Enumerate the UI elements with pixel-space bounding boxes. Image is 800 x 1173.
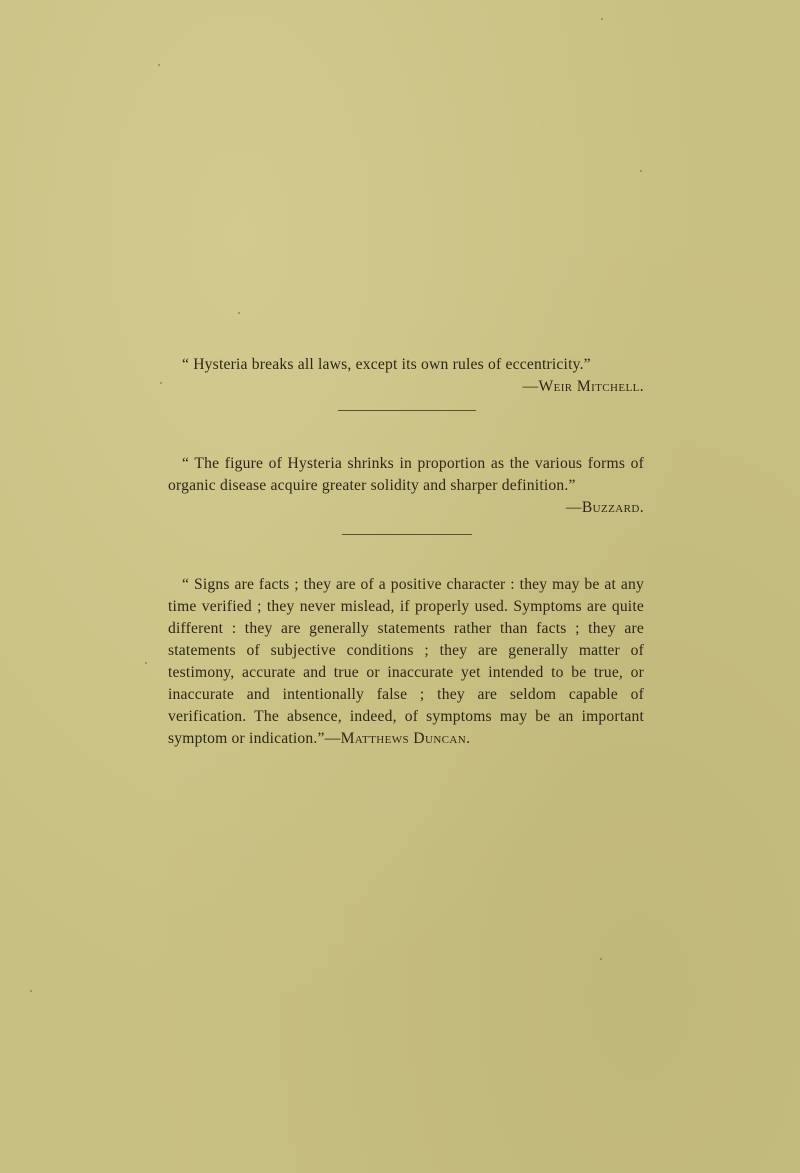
separator-rule (338, 410, 476, 411)
quote-attribution: —Weir Mitchell. (522, 378, 644, 395)
quote-matthews-duncan (168, 574, 644, 750)
quote-body: “ Signs are facts ; they are of a positive character : they may be at any time verified ; they never mislead, if properly used. Symptoms are quite different : they are generally statements rather than facts ; they are statements of subjective conditions ; they are generally matter of testimony, accurate and true or inaccurate yet intended to be true, or inaccurate and intentionally false ; they are seldom capable of verification. The absence, indeed, of symptoms may be an important symptom or indication.” (168, 576, 644, 747)
quote-buzzard (168, 453, 644, 519)
paper-speck (601, 18, 603, 20)
paper-speck (238, 312, 240, 314)
quote-text: “ Hysteria breaks all laws, except its own rules of eccentricity.” (182, 356, 591, 373)
paper-speck (158, 64, 160, 66)
paper-speck (640, 170, 642, 172)
quote-text (168, 574, 644, 750)
paper-speck (600, 958, 602, 960)
quote-attribution: —Matthews Duncan. (324, 730, 471, 747)
paper-speck (160, 382, 162, 384)
quote-attribution: —Buzzard. (565, 499, 644, 516)
paper-speck (145, 662, 147, 664)
quote-weir-mitchell (168, 354, 644, 398)
quote-text: “ The figure of Hysteria shrinks in proportion as the various forms of organic disease acquire greater solidity and sharper definition.” (168, 455, 644, 494)
separator-rule (342, 534, 472, 535)
paper-speck (30, 990, 32, 992)
